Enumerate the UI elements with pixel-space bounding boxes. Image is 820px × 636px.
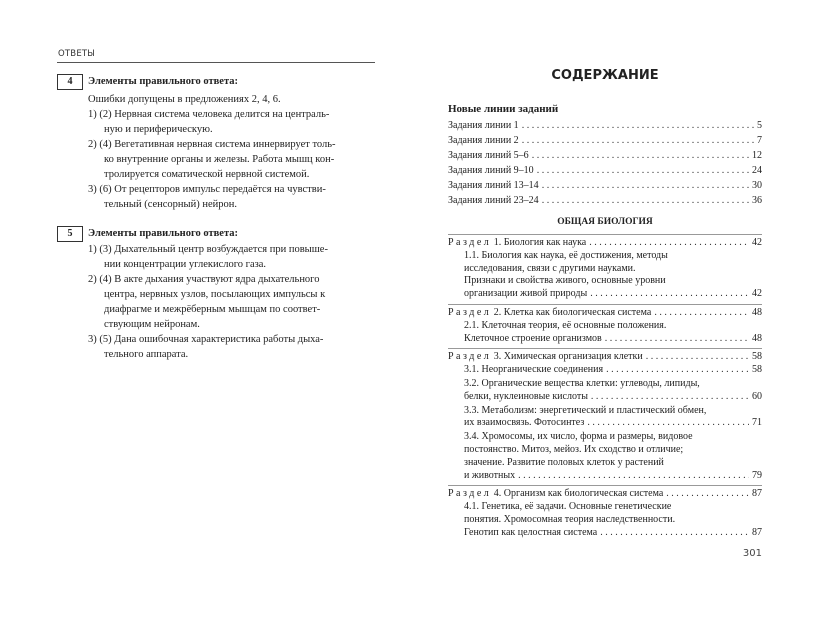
- toc-entry[interactable]: [464, 417, 762, 430]
- toc-entry[interactable]: [464, 470, 762, 483]
- toc-entry[interactable]: [448, 237, 762, 250]
- dot-leader: [654, 307, 749, 320]
- toc-entry-title: Задания линии 2: [448, 135, 519, 146]
- toc-subsection[interactable]: [464, 378, 762, 404]
- answer-title: Элементы правильного ответа:: [88, 76, 238, 87]
- page-number: 301: [742, 547, 762, 559]
- answer-block: [57, 74, 387, 212]
- answer-item: [88, 332, 387, 362]
- toc-page-number: 71: [752, 417, 762, 429]
- toc-entry-text: [448, 351, 643, 364]
- section-label: Раздел: [448, 351, 492, 363]
- dot-leader: [587, 417, 749, 430]
- toc-page-number: 12: [752, 150, 762, 161]
- toc-entry[interactable]: [464, 527, 762, 540]
- dot-leader: [542, 193, 749, 208]
- toc-entry-text: [464, 288, 587, 301]
- toc-entry-title: белки, нуклеиновые кислоты: [464, 390, 588, 402]
- answer-line: тельный (сенсорный) нейрон.: [104, 199, 237, 210]
- dot-leader: [606, 364, 749, 377]
- section-label: Раздел: [448, 237, 492, 248]
- toc-page-number: 60: [752, 390, 762, 402]
- toc-entry-title: 1. Биология как наука: [493, 237, 587, 248]
- toc-entry-text: [464, 470, 515, 483]
- toc-section: [448, 348, 762, 482]
- toc-entry[interactable]: [448, 118, 762, 133]
- toc-entry[interactable]: [464, 391, 762, 404]
- answer-line: 1) (2) Нервная система человека делится на централь-: [88, 109, 330, 120]
- dot-leader: [646, 351, 749, 364]
- toc-entry-title: их взаимосвязь. Фотосинтез: [464, 417, 585, 429]
- toc-subheading: Новые линии заданий: [448, 103, 559, 115]
- answer-line: 1) (3) Дыхательный центр возбуждается при повыше-: [88, 244, 328, 255]
- toc-entry[interactable]: [448, 178, 762, 193]
- toc-subsection[interactable]: [464, 431, 762, 482]
- toc-subsection-line: значение. Развитие половых клеток у растений: [464, 456, 664, 468]
- dot-leader: [589, 237, 749, 250]
- toc-entry-text: [448, 148, 529, 163]
- toc-page-number: 58: [752, 351, 762, 363]
- toc-page-number: 87: [752, 526, 762, 538]
- section-label: Раздел: [448, 306, 492, 318]
- toc-entry[interactable]: [464, 288, 762, 301]
- toc-entry-text: [464, 333, 602, 346]
- answers-list: [57, 74, 387, 376]
- header-rule: [57, 62, 375, 63]
- toc-subsection[interactable]: [464, 501, 762, 539]
- answer-item: [88, 137, 387, 182]
- toc-entry-title: 4. Организм как биологическая система: [493, 488, 664, 500]
- dot-leader: [532, 148, 749, 163]
- toc-subsection-line: 2.1. Клеточная теория, её основные положения.: [464, 319, 667, 331]
- toc-entry-title: Задания линий 9–10: [448, 165, 534, 176]
- table-of-contents: [448, 100, 762, 560]
- toc-page-number: 58: [752, 364, 762, 376]
- toc-entry-title: 3.1. Неорганические соединения: [464, 364, 604, 376]
- toc-subsection-line: 3.4. Хромосомы, их число, форма и размеры, видовое: [464, 431, 693, 443]
- toc-subsection-line: 3.3. Метаболизм: энергетический и пластический обмен,: [464, 404, 707, 416]
- toc-subsection[interactable]: [464, 320, 762, 346]
- toc-entry-text: [464, 391, 588, 404]
- toc-entry-text: [464, 417, 584, 430]
- toc-entry-text: [448, 488, 663, 501]
- toc-page-number: 24: [752, 165, 762, 176]
- answer-lead: Ошибки допущены в предложениях 2, 4, 6.: [88, 94, 281, 105]
- toc-page-number: 36: [752, 195, 762, 206]
- answer-item: [88, 272, 387, 332]
- running-head: ОТВЕТЫ: [58, 49, 95, 59]
- toc-entry[interactable]: [448, 488, 762, 501]
- toc-page-number: 42: [752, 288, 762, 300]
- toc-subsection-line: 4.1. Генетика, её задачи. Основные генетические: [464, 501, 672, 513]
- toc-entry[interactable]: [448, 133, 762, 148]
- toc-entry-title: 3. Химическая организация клетки: [493, 351, 643, 363]
- toc-title: СОДЕРЖАНИЕ: [551, 68, 659, 83]
- answer-line: диафрагме и межрёберным мышцам по соответ-: [104, 304, 321, 315]
- toc-page-number: 48: [752, 306, 762, 318]
- answer-line: ную и периферическую.: [104, 124, 213, 135]
- toc-page-number: 30: [752, 180, 762, 191]
- toc-subsection-line: 3.2. Органические вещества клетки: углеводы, липиды,: [464, 377, 700, 389]
- toc-subsection-line: понятия. Хромосомная теория наследственности.: [464, 513, 676, 525]
- toc-part-heading: ОБЩАЯ БИОЛОГИЯ: [557, 217, 653, 227]
- dot-leader: [522, 118, 754, 133]
- toc-entry-title: 2. Клетка как биологическая система: [493, 306, 652, 318]
- answer-line: ствующим нейронам.: [104, 319, 200, 330]
- toc-page-number: 5: [757, 120, 762, 131]
- toc-entry[interactable]: [464, 364, 762, 377]
- dot-leader: [522, 133, 754, 148]
- toc-page-number: 87: [752, 488, 762, 500]
- answer-line: нии концентрации углекислого газа.: [104, 259, 267, 270]
- toc-subsection[interactable]: [464, 250, 762, 301]
- toc-page-number: 7: [757, 135, 762, 146]
- answer-item: [88, 107, 387, 137]
- answer-line: 3) (5) Дана ошибочная характеристика работы дыха-: [88, 334, 324, 345]
- toc-entry-title: Задания линии 1: [448, 120, 519, 131]
- toc-entry-title: Задания линий 13–14: [448, 180, 539, 191]
- toc-section: [448, 485, 762, 539]
- answer-line: ко внутренние органы и железы. Работа мышц кон-: [104, 154, 335, 165]
- toc-entry-text: [448, 307, 651, 320]
- dot-leader: [542, 178, 749, 193]
- toc-subsection[interactable]: [464, 364, 762, 377]
- toc-entry[interactable]: [448, 193, 762, 208]
- toc-entry[interactable]: [464, 333, 762, 346]
- answer-block: [57, 226, 387, 362]
- toc-subsection-line: 1.1. Биология как наука, её достижения, методы: [464, 249, 668, 261]
- answer-number: 5: [57, 226, 83, 242]
- toc-subsection-line: постоянство. Митоз, мейоз. Их сходство и отличие;: [464, 443, 684, 455]
- dot-leader: [591, 391, 749, 404]
- answer-title: Элементы правильного ответа:: [88, 228, 238, 239]
- toc-entry-text: [464, 527, 597, 540]
- answer-line: центра, нервных узлов, посылающих импульсы к: [104, 289, 326, 300]
- toc-subsection-line: исследования, связи с другими науками.: [464, 262, 636, 274]
- toc-subsection-line: Признаки и свойства живого, основные уровни: [464, 275, 666, 287]
- toc-section: [448, 234, 762, 301]
- toc-page-number: 42: [752, 237, 762, 248]
- toc-entry-text: [448, 118, 519, 133]
- answer-item: [88, 182, 387, 212]
- toc-entry-text: [448, 133, 519, 148]
- answer-item: [88, 242, 387, 272]
- answer-line: 3) (6) От рецепторов импульс передаётся на чувстви-: [88, 184, 326, 195]
- dot-leader: [537, 163, 749, 178]
- toc-entry-title: и животных: [464, 469, 516, 481]
- answer-line: тельного аппарата.: [104, 349, 189, 360]
- section-label: Раздел: [448, 488, 492, 500]
- toc-page-number: 48: [752, 332, 762, 344]
- answer-line: 2) (4) Вегетативная нервная система иннервирует толь-: [88, 139, 336, 150]
- toc-page-number: 79: [752, 469, 762, 481]
- toc-subsection[interactable]: [464, 405, 762, 431]
- toc-section: [448, 304, 762, 345]
- toc-entry-text: [448, 237, 586, 250]
- toc-entry-title: организации живой природы: [464, 288, 588, 300]
- toc-entry[interactable]: [448, 163, 762, 178]
- dot-leader: [666, 488, 749, 501]
- answer-number: 4: [57, 74, 83, 90]
- toc-entry[interactable]: [448, 148, 762, 163]
- toc-entry-text: [448, 178, 539, 193]
- dot-leader: [518, 470, 749, 483]
- toc-entry-text: [464, 364, 603, 377]
- toc-entry-title: Задания линий 23–24: [448, 195, 539, 206]
- toc-entry-title: Задания линий 5–6: [448, 150, 529, 161]
- toc-entry[interactable]: [448, 307, 762, 320]
- answer-line: 2) (4) В акте дыхания участвуют ядра дыхательного: [88, 274, 320, 285]
- toc-entry-text: [448, 193, 539, 208]
- toc-entry[interactable]: [448, 351, 762, 364]
- toc-entry-title: Клеточное строение организмов: [464, 332, 602, 344]
- answer-line: тролируется соматической нервной системой.: [104, 169, 310, 180]
- toc-entry-title: Генотип как целостная система: [464, 526, 598, 538]
- toc-entry-text: [448, 163, 534, 178]
- dot-leader: [605, 333, 749, 346]
- dot-leader: [590, 288, 749, 301]
- dot-leader: [600, 527, 749, 540]
